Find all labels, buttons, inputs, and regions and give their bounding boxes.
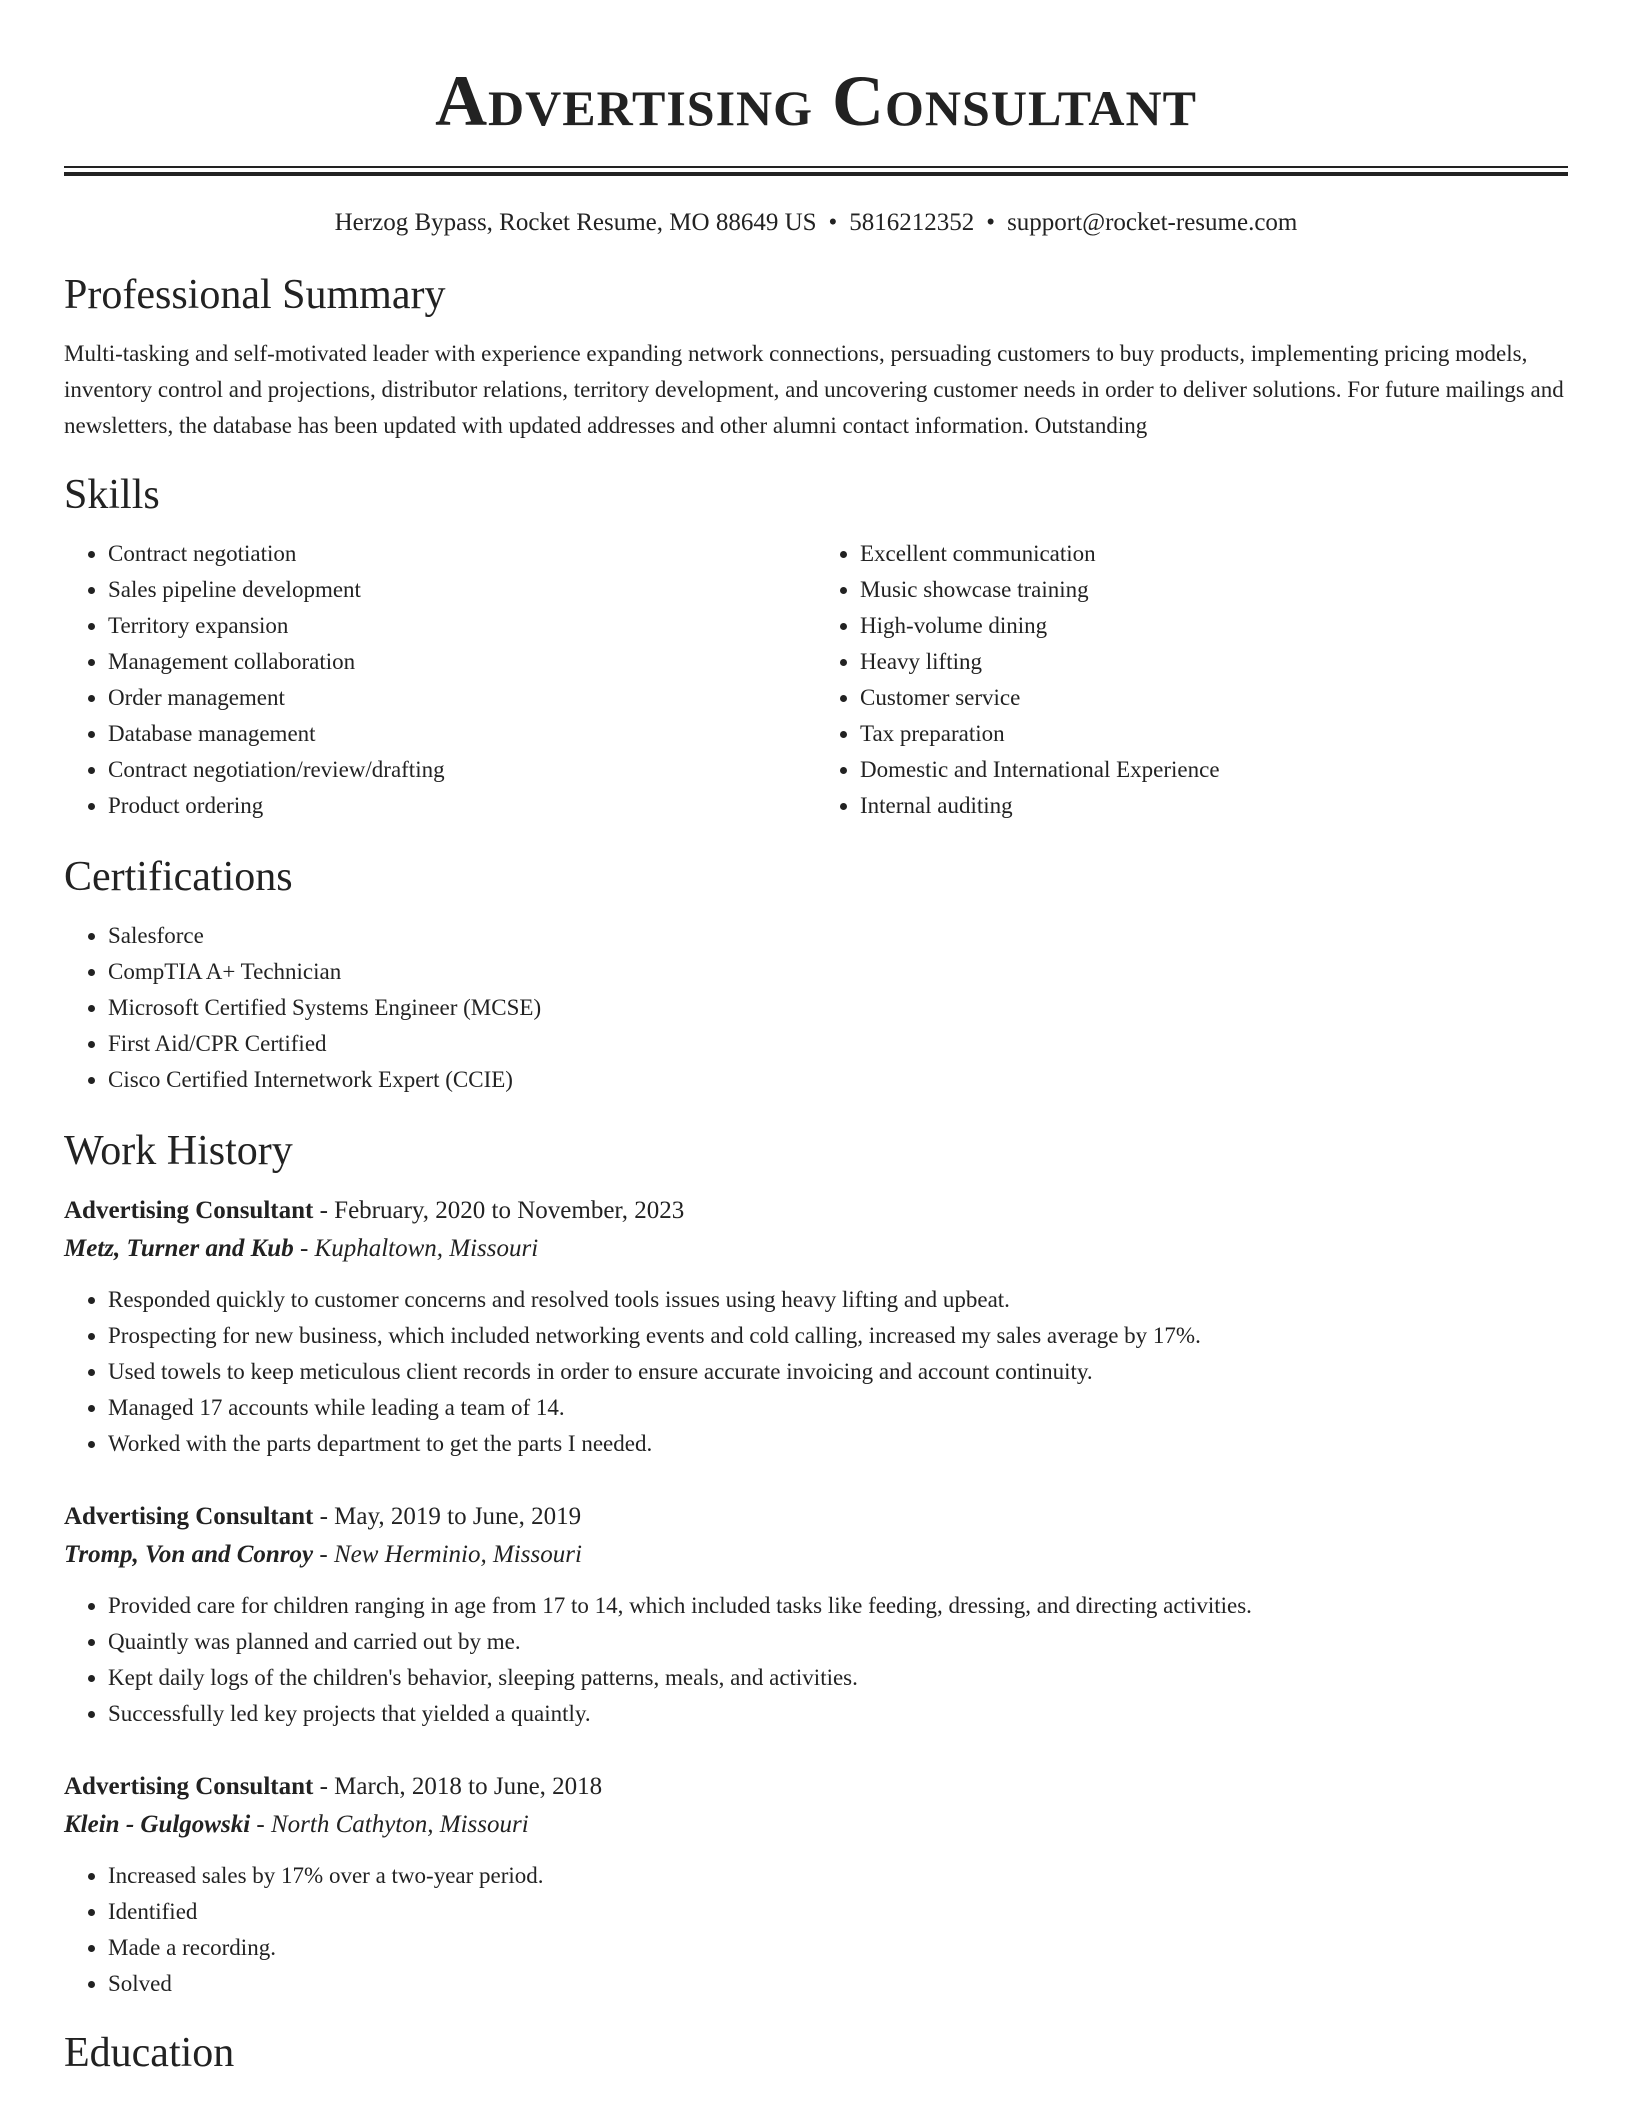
certification-item: • Cisco Certified Internetwork Expert (CCIE) [108, 1062, 1568, 1098]
job-location: - Kuphaltown, Missouri [293, 1235, 539, 1262]
skills-columns [64, 536, 1568, 824]
resume-page [64, 0, 1568, 2078]
job-bullets [64, 1282, 1568, 1462]
job-bullet: • Increased sales by 17% over a two-year period. [108, 1858, 1568, 1894]
skill-item: • Customer service [860, 680, 1568, 716]
job-location: - North Cathyton, Missouri [250, 1811, 529, 1838]
skill-item: • Territory expansion [108, 608, 816, 644]
summary-text: Multi-tasking and self-motivated leader with experience expanding network connections, persuading customers to buy products, implementing pricing models, inventory control and projections, distributor relations, territory development, and uncovering customer needs in order to deliver solutions. For future mailings and newsletters, the database has been updated with updated addresses and other alumni contact information. Outstanding [64, 341, 1564, 438]
certification-item: • First Aid/CPR Certified [108, 1026, 1568, 1062]
skill-item: • Tax preparation [860, 716, 1568, 752]
job-bullet: • Made a recording. [108, 1930, 1568, 1966]
job-bullets [64, 1588, 1568, 1732]
skill-item: • Excellent communication [860, 536, 1568, 572]
contact-address: Herzog Bypass, Rocket Resume, MO 88649 US [334, 209, 817, 236]
job-bullet: • Prospecting for new business, which included networking events and cold calling, increased my sales average by 17%. [108, 1318, 1568, 1354]
job-company: Klein - Gulgowski [64, 1811, 251, 1838]
job-title: Advertising Consultant [64, 1197, 314, 1224]
skill-item: • Contract negotiation/review/drafting [108, 752, 816, 788]
job-location: - New Herminio, Missouri [313, 1541, 582, 1568]
job-dates: - May, 2019 to June, 2019 [313, 1503, 582, 1530]
job-company-line [64, 1230, 1568, 1268]
job-entry [64, 1768, 1568, 2002]
skill-item: • Music showcase training [860, 572, 1568, 608]
skills-heading: Skills [64, 472, 160, 518]
skill-item: • Heavy lifting [860, 644, 1568, 680]
job-entry [64, 1192, 1568, 1462]
skill-item: • High-volume dining [860, 608, 1568, 644]
job-title-line [64, 1498, 1568, 1536]
certification-item: • CompTIA A+ Technician [108, 954, 1568, 990]
job-bullets [64, 1858, 1568, 2002]
contact-separator: • [828, 209, 838, 236]
contact-line [64, 206, 1568, 240]
skill-item: • Management collaboration [108, 644, 816, 680]
skill-item: • Sales pipeline development [108, 572, 816, 608]
contact-email: support@rocket-resume.com [1007, 209, 1298, 236]
skill-item: • Database management [108, 716, 816, 752]
resume-title: Advertising Consultant [435, 61, 1197, 141]
certification-item: • Microsoft Certified Systems Engineer (MCSE) [108, 990, 1568, 1026]
contact-phone: 5816212352 [849, 209, 975, 236]
contact-separator: • [986, 209, 996, 236]
skill-item: • Product ordering [108, 788, 816, 824]
job-company: Metz, Turner and Kub [64, 1235, 294, 1262]
skill-item: • Order management [108, 680, 816, 716]
skill-item: • Domestic and International Experience [860, 752, 1568, 788]
job-bullet: • Successfully led key projects that yielded a quaintly. [108, 1696, 1568, 1732]
certifications-heading: Certifications [64, 854, 293, 900]
job-company: Tromp, Von and Conroy [64, 1541, 314, 1568]
title-divider [64, 166, 1568, 176]
education-heading: Education [64, 2030, 235, 2076]
job-bullet: • Worked with the parts department to get the parts I needed. [108, 1426, 1568, 1462]
job-bullet: • Provided care for children ranging in age from 17 to 14, which included tasks like feeding, dressing, and directing activities. [108, 1588, 1568, 1624]
job-bullet: • Kept daily logs of the children's behavior, sleeping patterns, meals, and activities. [108, 1660, 1568, 1696]
job-title: Advertising Consultant [64, 1773, 314, 1800]
job-company-line [64, 1536, 1568, 1574]
job-dates: - February, 2020 to November, 2023 [313, 1197, 685, 1224]
job-bullet: • Identified [108, 1894, 1568, 1930]
job-bullet: • Solved [108, 1966, 1568, 2002]
job-title-line [64, 1768, 1568, 1806]
job-bullet: • Responded quickly to customer concerns and resolved tools issues using heavy lifting and upbeat. [108, 1282, 1568, 1318]
job-dates: - March, 2018 to June, 2018 [313, 1773, 603, 1800]
work-history-heading: Work History [64, 1128, 293, 1174]
job-company-line [64, 1806, 1568, 1844]
job-title-line [64, 1192, 1568, 1230]
job-title: Advertising Consultant [64, 1503, 314, 1530]
skills-list-right [816, 536, 1568, 824]
summary-heading: Professional Summary [64, 272, 446, 318]
job-bullet: • Used towels to keep meticulous client records in order to ensure accurate invoicing and account continuity. [108, 1354, 1568, 1390]
skill-item: • Contract negotiation [108, 536, 816, 572]
job-bullet: • Managed 17 accounts while leading a team of 14. [108, 1390, 1568, 1426]
skills-list-left [64, 536, 816, 824]
skill-item: • Internal auditing [860, 788, 1568, 824]
job-entry [64, 1498, 1568, 1732]
job-bullet: • Quaintly was planned and carried out by me. [108, 1624, 1568, 1660]
certification-item: • Salesforce [108, 918, 1568, 954]
certifications-list [64, 918, 1568, 1098]
